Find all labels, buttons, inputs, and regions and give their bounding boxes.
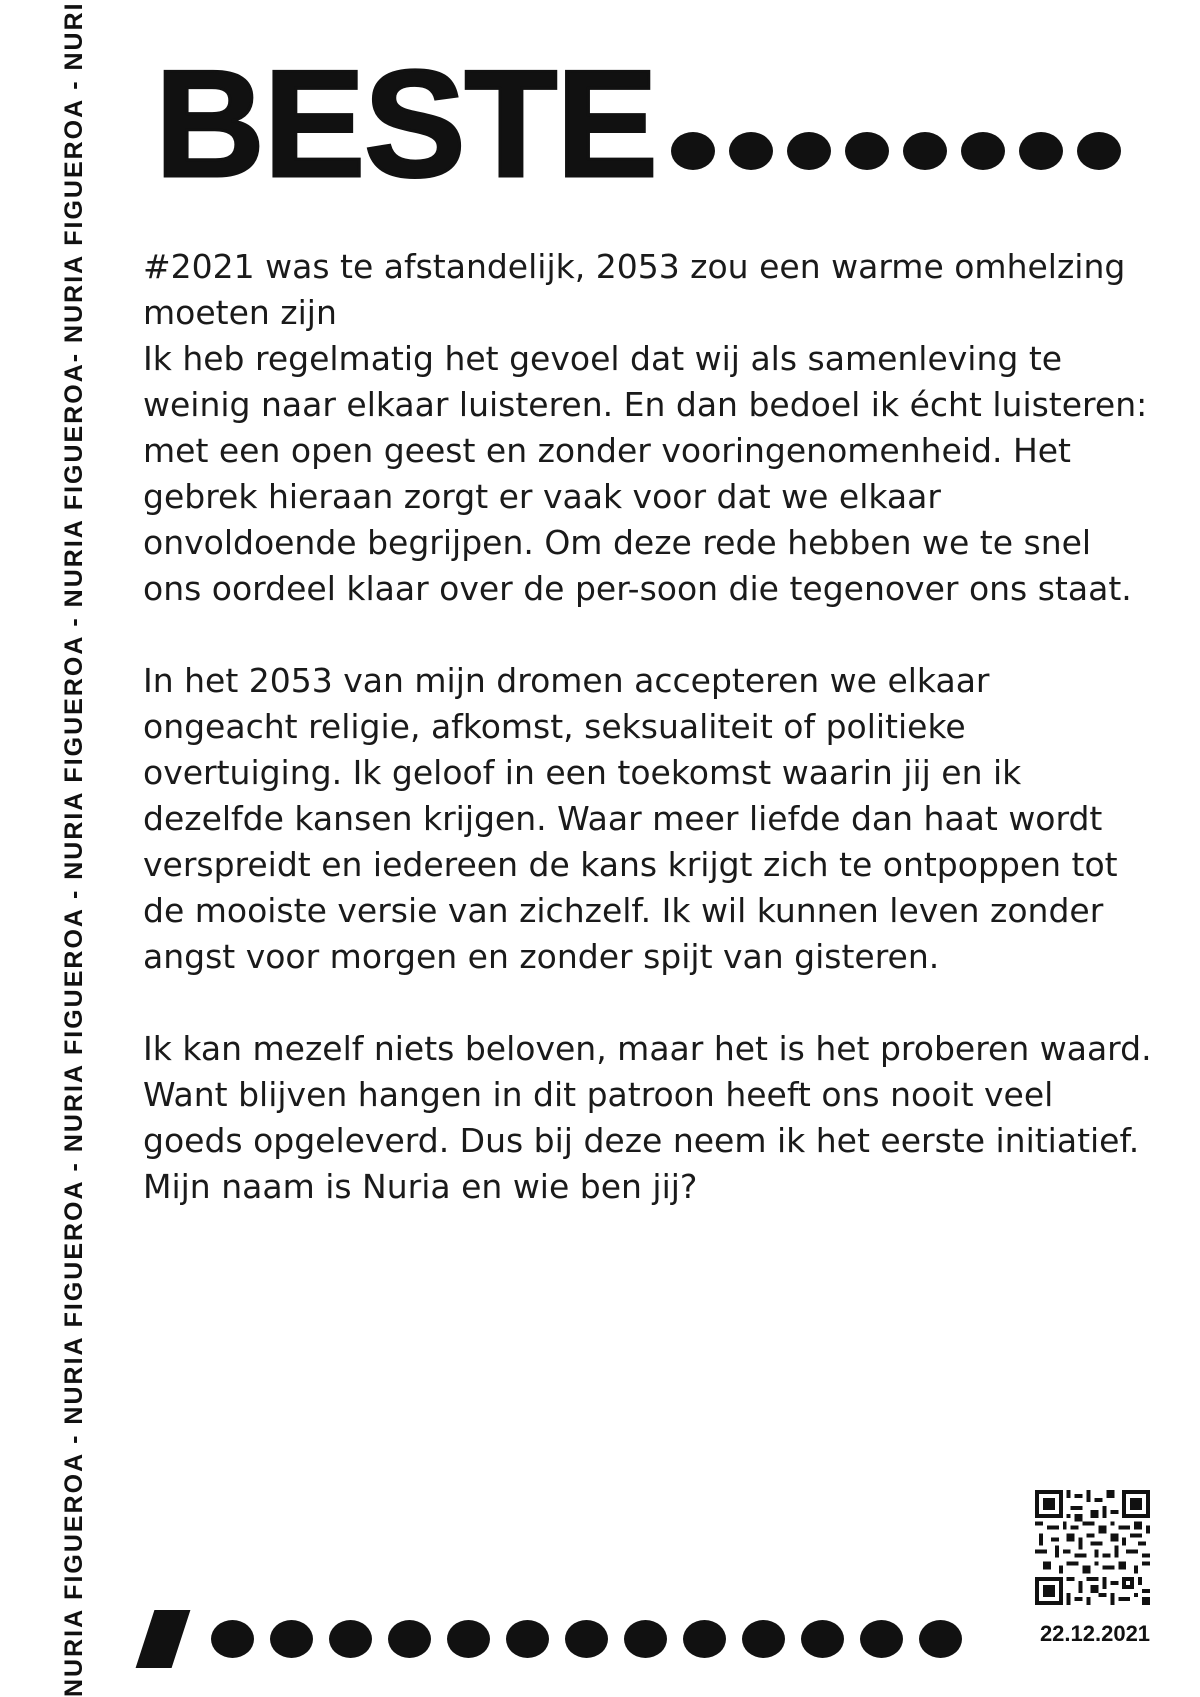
date-label: 22.12.2021 — [1039, 1621, 1151, 1646]
dot-icon — [1019, 132, 1063, 170]
dot-icon — [845, 132, 889, 170]
letter-body — [143, 244, 1153, 1210]
dot-icon — [787, 132, 831, 170]
intro-line: #2021 was te afstandelijk, 2053 zou een warme omhelzing moeten zijn — [143, 247, 1126, 332]
dot-icon — [801, 1620, 844, 1658]
paragraph: Ik kan mezelf niets beloven, maar het is het proberen waard. Want blijven hangen in dit patroon heeft ons nooit veel goeds opgeleverd. Dus bij deze neem ik het eerste initiatief. — [143, 1029, 1152, 1160]
dot-icon — [860, 1620, 903, 1658]
dot-icon — [961, 132, 1005, 170]
dot-icon — [506, 1620, 549, 1658]
header-dots — [671, 132, 1121, 170]
closing-line: Mijn naam is Nuria en wie ben jij? — [143, 1167, 698, 1206]
dot-icon — [683, 1620, 726, 1658]
dot-icon — [388, 1620, 431, 1658]
footer-dots — [211, 1620, 962, 1658]
dot-icon — [624, 1620, 667, 1658]
dot-icon — [903, 132, 947, 170]
page-header — [155, 39, 1121, 209]
dot-icon — [329, 1620, 372, 1658]
dot-icon — [565, 1620, 608, 1658]
dot-icon — [919, 1620, 962, 1658]
paragraph-gap — [143, 612, 1153, 658]
dot-icon — [447, 1620, 490, 1658]
dot-icon — [742, 1620, 785, 1658]
dot-icon — [1077, 132, 1121, 170]
dot-icon — [211, 1620, 254, 1658]
slash-mark-icon — [136, 1610, 191, 1668]
side-name-label: NURIA FIGUEROA - NURIA FIGUEROA - NURIA FIGUEROA - NURIA FIGUEROA - NURIA FIGUEROA- NURIA FIGUEROA - NURI — [60, 1, 88, 1697]
side-strip — [0, 0, 88, 1697]
footer-decoration — [145, 1610, 962, 1668]
paragraph: In het 2053 van mijn dromen accepteren we elkaar ongeacht religie, afkomst, seksualiteit of politieke overtuiging. Ik geloof in een toekomst waarin jij en ik dezelfde kansen krijgen. Waar meer liefde dan haat wordt verspreidt en iedereen de kans krijgt zich te ontpoppen tot de mooiste versie van zichzelf. Ik wil kunnen leven zonder angst voor morgen en zonder spijt van gisteren. — [143, 661, 1118, 976]
qr-code-icon — [1035, 1490, 1150, 1605]
dot-icon — [729, 132, 773, 170]
paragraph-gap — [143, 980, 1153, 1026]
dot-icon — [270, 1620, 313, 1658]
page-title: BESTE — [155, 39, 657, 209]
dot-icon — [671, 132, 715, 170]
paragraph: Ik heb regelmatig het gevoel dat wij als samenleving te weinig naar elkaar luisteren. En dan bedoel ik écht luisteren: met een open geest en zonder vooringenomenheid. Het gebrek hieraan zorgt er vaak voor dat we elkaar onvoldoende begrijpen. Om deze rede hebben we te snel ons oordeel klaar over de per-soon die tegenover ons staat. — [143, 339, 1148, 608]
